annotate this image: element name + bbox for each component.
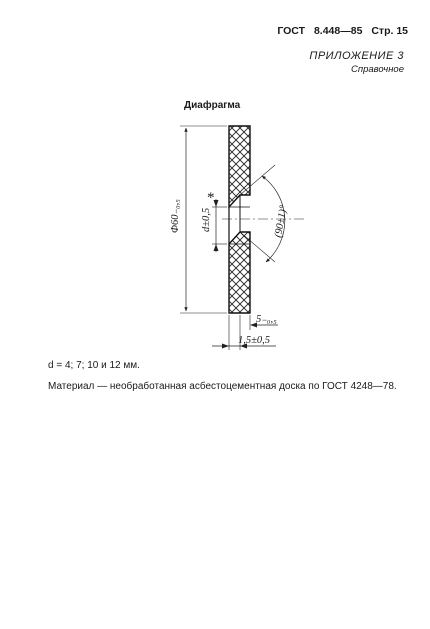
standard-label: ГОСТ: [277, 25, 306, 37]
appendix-subtitle: Справочное: [351, 64, 404, 75]
figure-title: Диафрагма: [184, 100, 241, 111]
page-number: Стр. 15: [371, 25, 408, 37]
note-text: d = 4; 7; 10 и 12 мм.: [48, 360, 140, 371]
material-text: Материал — необработанная асбестоцементная доска по ГОСТ 4248—78.: [48, 381, 397, 392]
thickness-label: 5₋₀,₅: [256, 314, 277, 325]
diameter-label: Φ60₋₀,₅: [170, 199, 181, 233]
chamfer-label: 1,5±0,5: [238, 335, 271, 346]
angle-label: (90±1)°: [273, 204, 290, 239]
standard-number: 8.448—85: [313, 25, 363, 37]
appendix-title: ПРИЛОЖЕНИЕ 3: [309, 50, 404, 62]
hole-label: d±0,5: [201, 207, 212, 232]
section-upper: [229, 126, 250, 207]
tolerance-star: *: [207, 190, 215, 206]
